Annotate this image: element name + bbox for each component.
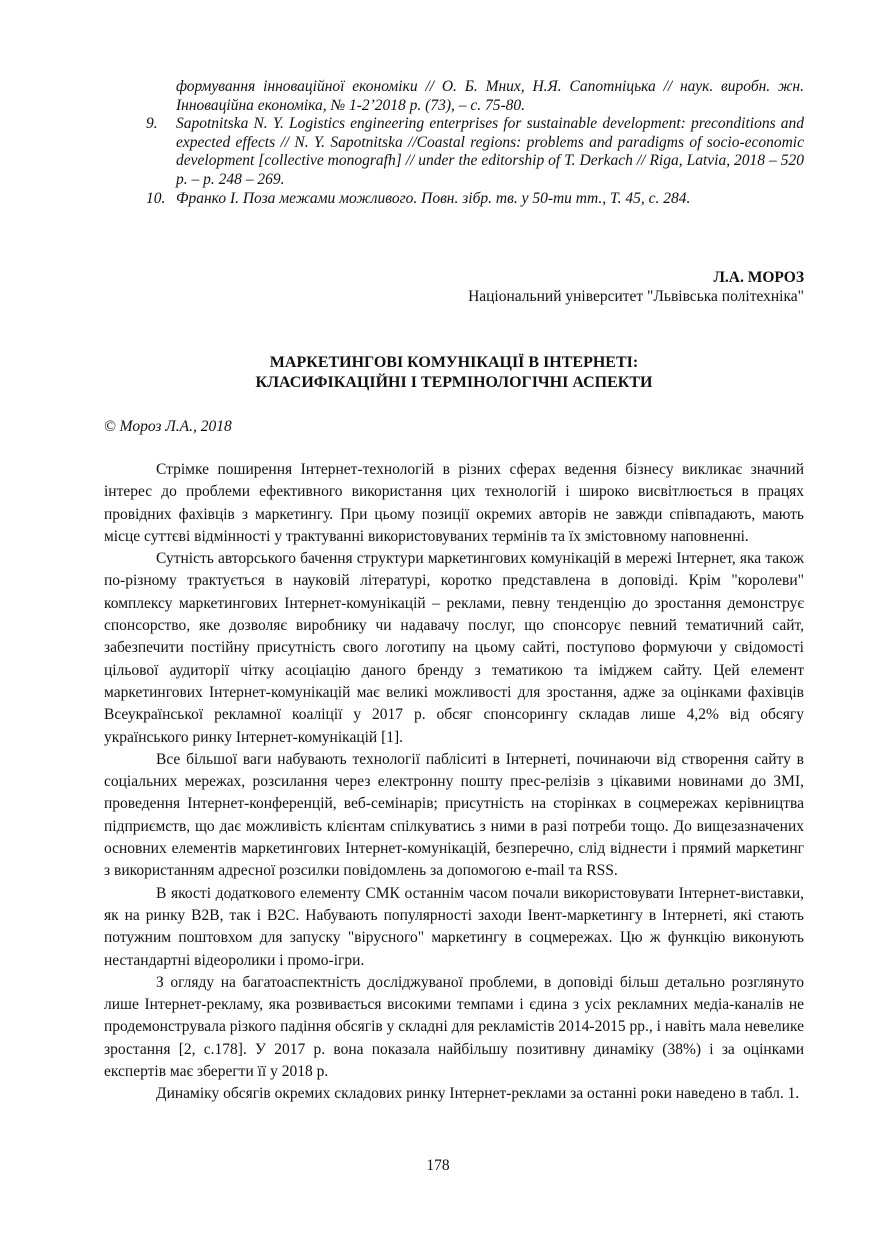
copyright-notice: © Мороз Л.А., 2018 (104, 418, 232, 435)
body-paragraph: Все більшої ваги набувають технології пабліситі в Інтернеті, починаючи від створення сайту в соціальних мережах, розсилання через електронну пошту прес-релізів з цікавими новинами до ЗМІ, проведення Інтернет-конференцій, веб-семінарів; присутність на сторінках в соцмережах керівництва підприємств, що дає можливість клієнтам спілкуватись з ними в разі потреби тощо. До вищезазначених основних елементів маркетингових Інтернет-комунікацій, безперечно, слід віднести і прямий маркетинг з використанням адресної розсилки повідомлень за допомогою e-mail та RSS. (104, 750, 804, 880)
page-number: 178 (426, 1157, 450, 1174)
references-list (104, 78, 804, 208)
article-body (104, 459, 804, 1106)
author-name: Л.А. МОРОЗ (713, 269, 804, 286)
body-paragraph: Динаміку обсягів окремих складових ринку Інтернет-реклами за останні роки наведено в табл. 1. (156, 1085, 800, 1103)
reference-item (104, 78, 804, 115)
title-line: МАРКЕТИНГОВІ КОМУНІКАЦІЇ В ІНТЕРНЕТІ: (269, 354, 639, 371)
body-paragraph: Стрімке поширення Інтернет-технологій в різних сферах ведення бізнесу викликає значний інтерес до проблеми ефективного використання цих технологій і широко висвітлюється в працях провідних фахівців з маркетингу. При цьому позиції окремих авторів не завжди співпадають, мають місце суттєві відмінності у трактуванні використовуваних термінів та їх змістовному наповненні. (104, 461, 804, 545)
reference-item (104, 115, 804, 189)
author-block (468, 268, 804, 306)
reference-number: 10. (146, 189, 166, 207)
body-paragraph: В якості додаткового елементу СМК останнім часом почали використовувати Інтернет-виставки, як на ринку B2B, так і B2C. Набувають популярності заходи Івент-маркетингу в Інтернеті, які стають потужним поштовхом для запуску "вірусного" маркетингу в соцмережах. Цю ж функцію виконують нестандартні відеоролики і промо-ігри. (104, 884, 804, 969)
author-affiliation: Національний університет "Львівська політехніка" (468, 288, 804, 305)
title-line: КЛАСИФІКАЦІЙНІ І ТЕРМІНОЛОГІЧНІ АСПЕКТИ (255, 374, 653, 391)
article-title (104, 353, 804, 393)
reference-item (104, 190, 804, 209)
reference-text: Sapotnitska N. Y. Logistics engineering enterprises for sustainable development: preconditions and expected effects // N. Y. Sapotnitska //Coastal regions: problems and paradigms of socio-economic development [collective monografh] // under the editorship of T. Derkach // Riga, Latvia, 2018 – 520 p. – p. 248 – 269. (176, 115, 804, 188)
body-paragraph: Сутність авторського бачення структури маркетингових комунікацій в мережі Інтернет, яка також по-різному трактується в науковій літературі, коротко представлена в доповіді. Крім "королеви" комплексу маркетингових Інтернет-комунікацій – реклами, певну тенденцію до зростання демонструє спонсорство, яке дозволяє виробнику чи надавачу послуг, що спонсорує певний тематичний сайт, забезпечити постійну присутність свого логотипу на цьому сайті, поступово формуючи у свідомості цільової аудиторії чітку асоціацію даного бренду з тематикою та іміджем сайту. Цей елемент маркетингових Інтернет-комунікацій має великі можливості для зростання, адже за оцінками фахівців Всеукраїнської рекламної коаліції у 2017 р. обсяг спонсорингу складав лише 4,2% від обсягу українського ринку Інтернет-комунікацій [1]. (104, 550, 804, 746)
reference-text: формування інноваційної економіки // О. Б. Мних, Н.Я. Сапотніцька // наук. виробн. жн. Інноваційна економіка, № 1-2’2018 р. (73), – с. 75-80. (176, 78, 804, 114)
reference-text: Франко І. Поза межами можливого. Повн. зібр. тв. у 50-ти тт., Т. 45, с. 284. (176, 189, 691, 207)
reference-number: 9. (146, 115, 158, 133)
body-paragraph: З огляду на багатоаспектність досліджуваної проблеми, в доповіді більш детально розглянуто лише Інтернет-рекламу, яка розвивається високими темпами і єдина з усіх рекламних медіа-каналів не продемонструвала різкого падіння обсягів у складні для рекламістів 2014-2015 рр., і навіть мала невелике зростання [2, с.178]. У 2017 р. вона показала найбільшу позитивну динаміку (38%) і за оцінками експертів має зберегти її у 2018 р. (104, 973, 804, 1081)
